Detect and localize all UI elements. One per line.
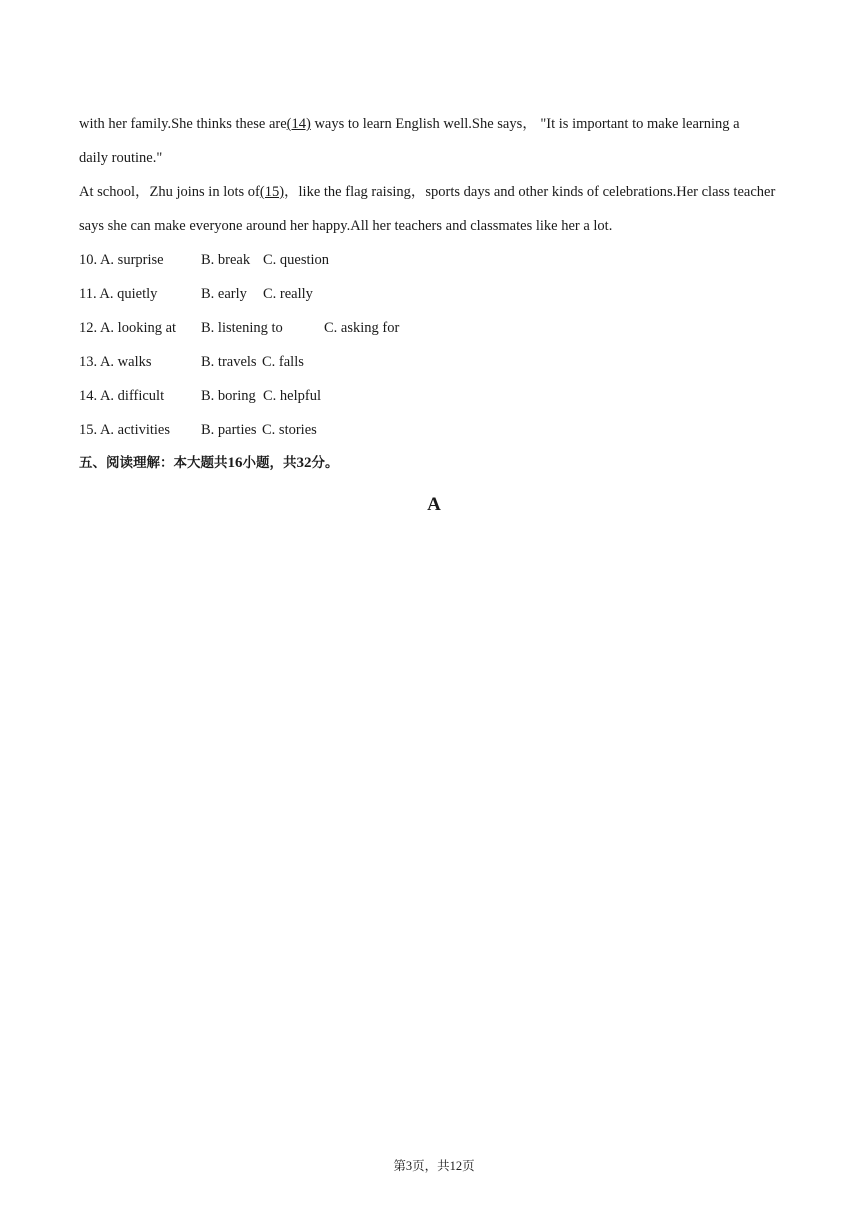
- section-heading: [79, 454, 339, 472]
- option-c: C. really: [263, 286, 313, 302]
- section-suffix: 分。: [311, 455, 339, 471]
- option-b: B. listening to: [201, 320, 283, 336]
- option-a: 14. A. difficult: [79, 388, 165, 404]
- total-score: 32: [296, 455, 312, 471]
- passage-text: At school，Zhu joins in lots of: [79, 184, 260, 200]
- option-c: C. falls: [262, 354, 304, 370]
- option-c: C. helpful: [263, 388, 321, 404]
- passage-line-4: [79, 217, 612, 235]
- passage-line-3: [79, 183, 775, 201]
- passage-text: ，like the flag raising，sports days and other kinds of celebrations.Her class teacher: [284, 184, 776, 200]
- option-c: C. stories: [262, 422, 317, 438]
- blank-15: (15): [259, 184, 285, 200]
- option-a: 13. A. walks: [79, 354, 152, 370]
- page-footer: 第3页，共12页: [393, 1159, 475, 1173]
- question-count: 16: [227, 455, 243, 471]
- option-b: B. early: [201, 286, 247, 302]
- option-b: B. parties: [201, 422, 257, 438]
- passage-text: says she can make everyone around her happy.All her teachers and classmates like her a lot.: [79, 218, 613, 234]
- option-a: 11. A. quietly: [79, 286, 158, 302]
- option-b: B. break: [201, 252, 251, 268]
- blank-14: (14): [286, 116, 311, 132]
- passage-text: ways to learn English well.She says， "It is important to make learning a: [310, 116, 740, 132]
- option-a: 10. A. surprise: [79, 252, 164, 268]
- option-a: 15. A. activities: [79, 422, 171, 438]
- passage-letter: A: [427, 494, 441, 515]
- passage-text: with her family.She thinks these are: [79, 116, 287, 132]
- option-b: B. travels: [201, 354, 257, 370]
- passage-line-1: [79, 115, 740, 133]
- passage-text: daily routine.": [79, 150, 163, 166]
- option-c: C. question: [263, 252, 330, 268]
- passage-line-2: [79, 149, 162, 167]
- section-prefix: 五、阅读理解：本大题共: [79, 455, 228, 471]
- option-a: 12. A. looking at: [79, 320, 177, 336]
- option-c: C. asking for: [324, 320, 400, 336]
- section-mid: 小题，共: [242, 455, 297, 471]
- option-b: B. boring: [201, 388, 256, 404]
